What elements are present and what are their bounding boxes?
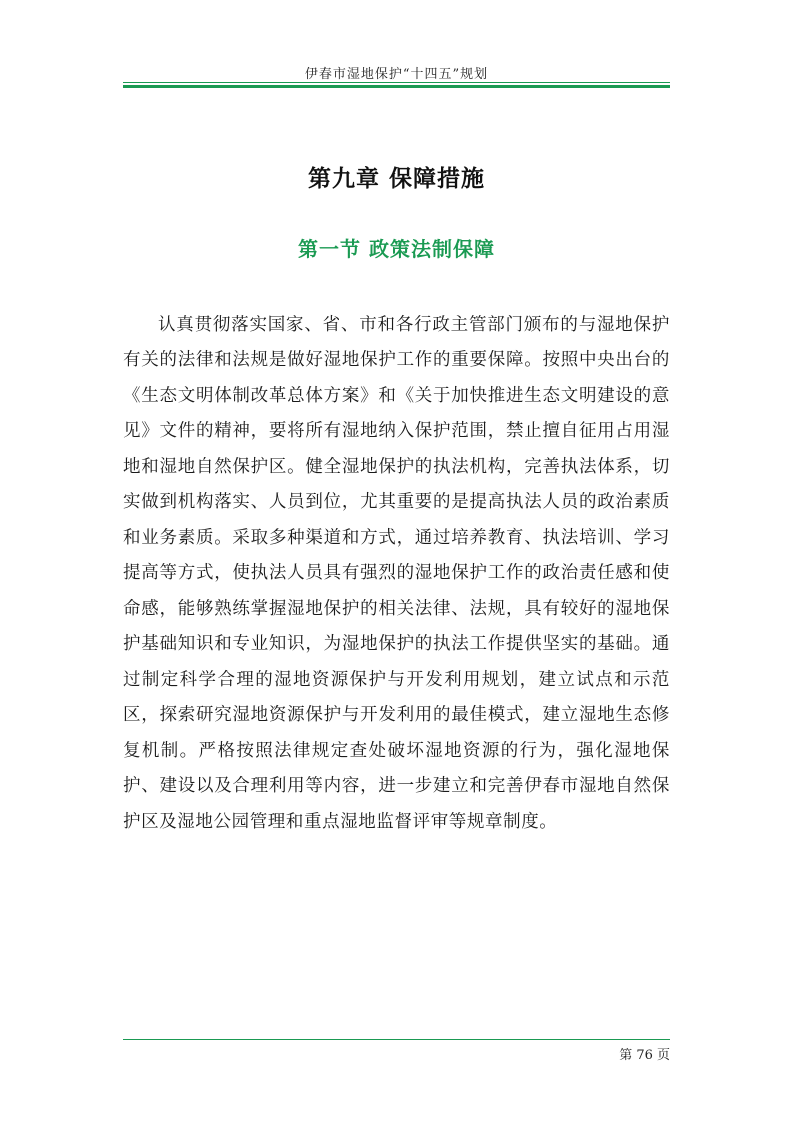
header-rule-thick <box>123 85 670 88</box>
body-paragraph: 认真贯彻落实国家、省、市和各行政主管部门颁布的与湿地保护有关的法律和法规是做好湿地保护工作的重要保障。按照中央出台的《生态文明体制改革总体方案》和《关于加快推进生态文明建设的意见》文件的精神，要将所有湿地纳入保护范围，禁止擅自征用占用湿地和湿地自然保护区。健全湿地保护的执法机构，完善执法体系，切实做到机构落实、人员到位，尤其重要的是提高执法人员的政治素质和业务素质。采取多种渠道和方式，通过培养教育、执法培训、学习提高等方式，使执法人员具有强烈的湿地保护工作的政治责任感和使命感，能够熟练掌握湿地保护的相关法律、法规，具有较好的湿地保护基础知识和专业知识，为湿地保护的执法工作提供坚实的基础。通过制定科学合理的湿地资源保护与开发利用规划，建立试点和示范区，探索研究湿地资源保护与开发利用的最佳模式，建立湿地生态修复机制。严格按照法律规定查处破坏湿地资源的行为，强化湿地保护、建设以及合理利用等内容，进一步建立和完善伊春市湿地自然保护区及湿地公园管理和重点湿地监督评审等规章制度。 <box>123 314 670 832</box>
document-title: 伊春市湿地保护“十四五”规划 <box>304 67 489 82</box>
header-rule-thin <box>123 82 670 83</box>
section-title: 第一节 政策法制保障 <box>298 237 495 261</box>
page-number: 第 76 页 <box>619 1048 670 1063</box>
footer-rule <box>123 1039 670 1040</box>
chapter-title: 第九章 保障措施 <box>307 166 485 192</box>
